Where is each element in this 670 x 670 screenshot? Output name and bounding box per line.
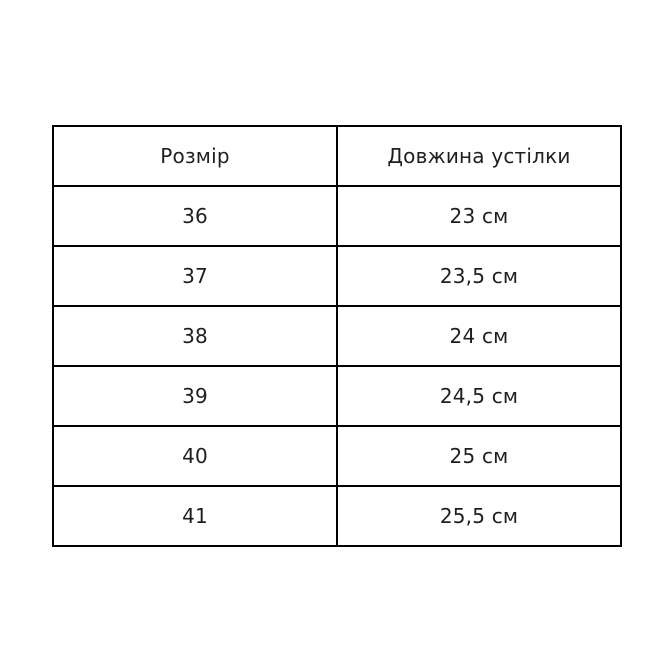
table-body xyxy=(53,186,621,546)
insole-length-cell: 23,5 см xyxy=(337,246,621,306)
table-header xyxy=(53,126,621,186)
insole-length-cell: 23 см xyxy=(337,186,621,246)
table-row xyxy=(53,366,621,426)
size-cell: 40 xyxy=(53,426,337,486)
insole-length-cell: 25 см xyxy=(337,426,621,486)
table-row xyxy=(53,186,621,246)
size-cell: 36 xyxy=(53,186,337,246)
size-cell: 39 xyxy=(53,366,337,426)
column-header-insole-length: Довжина устілки xyxy=(337,126,621,186)
table-row xyxy=(53,426,621,486)
table-row xyxy=(53,246,621,306)
table-row xyxy=(53,306,621,366)
insole-length-cell: 25,5 см xyxy=(337,486,621,546)
size-chart-table xyxy=(52,125,622,547)
insole-length-cell: 24 см xyxy=(337,306,621,366)
size-cell: 37 xyxy=(53,246,337,306)
table-row xyxy=(53,486,621,546)
header-row xyxy=(53,126,621,186)
insole-length-cell: 24,5 см xyxy=(337,366,621,426)
size-cell: 38 xyxy=(53,306,337,366)
size-cell: 41 xyxy=(53,486,337,546)
column-header-size: Розмір xyxy=(53,126,337,186)
